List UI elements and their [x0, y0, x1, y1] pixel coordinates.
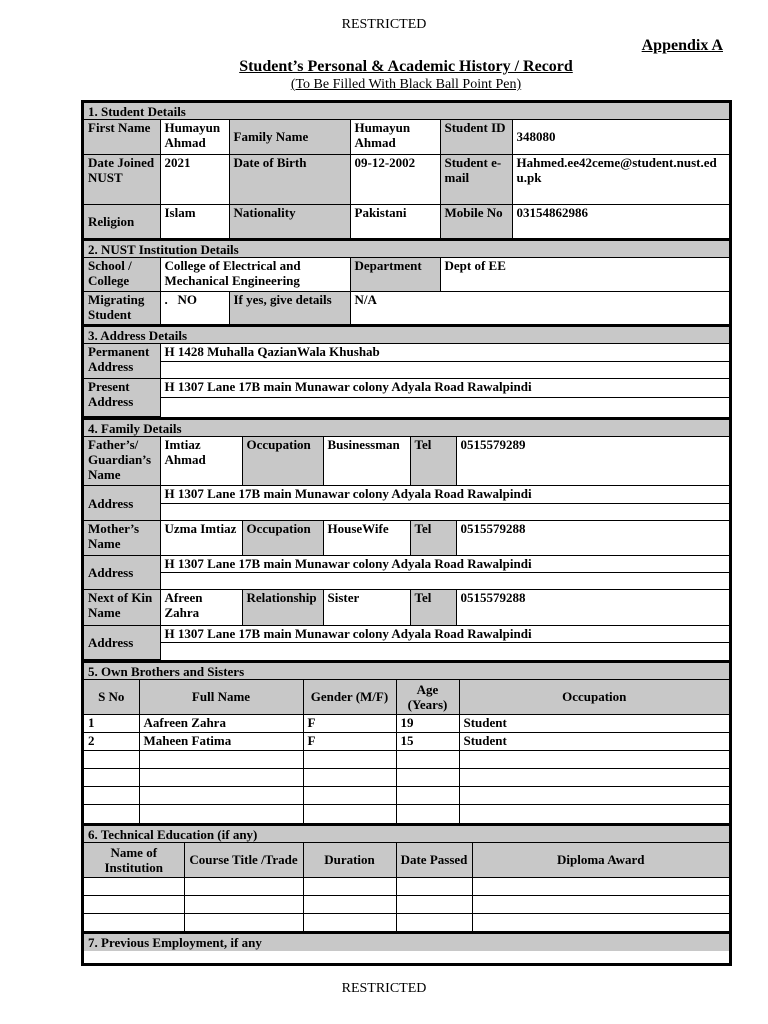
course-cell[interactable]	[184, 877, 303, 895]
sibling-age[interactable]	[396, 786, 459, 804]
mother-tel-value[interactable]: 0515579288	[456, 521, 729, 556]
col-institution-header: Name of Institution	[84, 843, 184, 877]
section-siblings	[84, 663, 729, 826]
mother-tel-label: Tel	[410, 521, 456, 556]
permanent-address-label: Permanent Address	[84, 344, 160, 378]
date-passed-cell[interactable]	[396, 895, 472, 913]
institution-cell[interactable]	[84, 877, 184, 895]
kin-tel-label: Tel	[410, 590, 456, 626]
present-address-label: Present Address	[84, 378, 160, 416]
technical-education-table	[84, 843, 729, 931]
section-institution-details	[84, 241, 729, 327]
table-row	[84, 732, 729, 750]
sibling-gender[interactable]	[303, 768, 396, 786]
kin-address-label: Address	[84, 626, 160, 660]
sibling-gender[interactable]	[303, 804, 396, 823]
document-subtitle: (To Be Filled With Black Ball Point Pen)	[290, 77, 522, 92]
kin-relationship-label: Relationship	[242, 590, 323, 626]
mother-name-label: Mother’s Name	[84, 521, 160, 556]
father-address-value[interactable]: H 1307 Lane 17B main Munawar colony Adyala Road Rawalpindi	[160, 486, 729, 504]
permanent-address-value[interactable]: H 1428 Muhalla QazianWala Khushab	[160, 344, 729, 361]
sibling-occupation[interactable]: Student	[459, 732, 729, 750]
student-id-label: Student ID	[440, 120, 512, 154]
dob-value[interactable]: 09-12-2002	[350, 154, 440, 204]
migrating-label: Migrating Student	[84, 291, 160, 324]
date-joined-label: Date Joined NUST	[84, 154, 160, 204]
appendix-label: Appendix A	[641, 37, 723, 54]
duration-cell[interactable]	[303, 877, 396, 895]
col-diploma-header: Diploma Award	[472, 843, 729, 877]
section-heading: 4. Family Details	[84, 420, 729, 437]
sibling-sno[interactable]	[84, 804, 139, 823]
sibling-name[interactable]	[139, 786, 303, 804]
section-heading: 6. Technical Education (if any)	[84, 826, 729, 843]
classification-header: RESTRICTED	[341, 17, 427, 32]
if-yes-label: If yes, give details	[229, 291, 350, 324]
department-label: Department	[350, 258, 440, 291]
kin-tel-value[interactable]: 0515579288	[456, 590, 729, 626]
family-name-value[interactable]: Humayun Ahmad	[350, 120, 440, 154]
document-title: Student’s Personal & Academic History / Record	[239, 58, 573, 75]
section-student-details	[84, 103, 729, 241]
sibling-occupation[interactable]	[459, 750, 729, 768]
duration-cell[interactable]	[303, 895, 396, 913]
section-heading: 5. Own Brothers and Sisters	[84, 663, 729, 680]
col-date-passed-header: Date Passed	[396, 843, 472, 877]
sibling-sno[interactable]: 1	[84, 714, 139, 732]
father-address-label: Address	[84, 486, 160, 521]
kin-address-line2[interactable]	[160, 643, 729, 660]
mother-address-label: Address	[84, 556, 160, 590]
father-occupation-label: Occupation	[242, 437, 323, 486]
mobile-label: Mobile No	[440, 204, 512, 238]
sibling-name[interactable]: Maheen Fatima	[139, 732, 303, 750]
section-heading: 1. Student Details	[84, 103, 729, 120]
nationality-value[interactable]: Pakistani	[350, 204, 440, 238]
siblings-table	[84, 680, 729, 823]
sibling-age[interactable]: 15	[396, 732, 459, 750]
col-course-header: Course Title /Trade	[184, 843, 303, 877]
father-address-line2[interactable]	[160, 504, 729, 521]
section-heading: 7. Previous Employment, if any	[84, 934, 729, 951]
if-yes-value[interactable]: N/A	[350, 291, 729, 324]
sibling-sno[interactable]	[84, 768, 139, 786]
sibling-occupation[interactable]	[459, 786, 729, 804]
sibling-name[interactable]	[139, 768, 303, 786]
student-details-table	[84, 120, 729, 238]
permanent-address-line2[interactable]	[160, 361, 729, 378]
school-label: School / College	[84, 258, 160, 291]
sibling-sno[interactable]: 2	[84, 732, 139, 750]
diploma-cell[interactable]	[472, 913, 729, 931]
sibling-name[interactable]	[139, 804, 303, 823]
diploma-cell[interactable]	[472, 877, 729, 895]
student-record-form	[81, 100, 732, 966]
religion-label: Religion	[84, 204, 160, 238]
sibling-name[interactable]	[139, 750, 303, 768]
date-passed-cell[interactable]	[396, 913, 472, 931]
sibling-sno[interactable]	[84, 786, 139, 804]
first-name-label: First Name	[84, 120, 160, 154]
first-name-value[interactable]: Humayun Ahmad	[160, 120, 229, 154]
nationality-label: Nationality	[229, 204, 350, 238]
father-occupation-value[interactable]: Businessman	[323, 437, 410, 486]
sibling-occupation[interactable]	[459, 768, 729, 786]
kin-name-label: Next of Kin Name	[84, 590, 160, 626]
course-cell[interactable]	[184, 913, 303, 931]
kin-name-value[interactable]: Afreen Zahra	[160, 590, 242, 626]
mother-address-value[interactable]: H 1307 Lane 17B main Munawar colony Adyala Road Rawalpindi	[160, 556, 729, 573]
religion-value[interactable]: Islam	[160, 204, 229, 238]
mother-occupation-label: Occupation	[242, 521, 323, 556]
sibling-name[interactable]: Aafreen Zahra	[139, 714, 303, 732]
mother-name-value[interactable]: Uzma Imtiaz	[160, 521, 242, 556]
duration-cell[interactable]	[303, 913, 396, 931]
section-heading: 2. NUST Institution Details	[84, 241, 729, 258]
email-label: Student e-mail	[440, 154, 512, 204]
dob-label: Date of Birth	[229, 154, 350, 204]
table-row	[84, 913, 729, 931]
col-age-header: Age (Years)	[396, 680, 459, 714]
table-row	[84, 786, 729, 804]
family-name-label: Family Name	[229, 120, 350, 154]
section-address-details	[84, 327, 729, 420]
section-previous-employment	[84, 934, 729, 951]
sibling-occupation[interactable]	[459, 804, 729, 823]
institution-cell[interactable]	[84, 895, 184, 913]
sibling-gender[interactable]	[303, 786, 396, 804]
date-passed-cell[interactable]	[396, 877, 472, 895]
institution-details-table	[84, 258, 729, 324]
address-details-table	[84, 344, 729, 417]
sibling-age[interactable]: 19	[396, 714, 459, 732]
mother-address-line2[interactable]	[160, 573, 729, 590]
institution-cell[interactable]	[84, 913, 184, 931]
sibling-sno[interactable]	[84, 750, 139, 768]
father-name-value[interactable]: Imtiaz Ahmad	[160, 437, 242, 486]
table-row	[84, 804, 729, 823]
classification-footer: RESTRICTED	[341, 981, 427, 996]
sibling-age[interactable]	[396, 768, 459, 786]
mother-occupation-value[interactable]: HouseWife	[323, 521, 410, 556]
kin-address-value[interactable]: H 1307 Lane 17B main Munawar colony Adyala Road Rawalpindi	[160, 626, 729, 643]
table-row	[84, 877, 729, 895]
migrating-value[interactable]: . NO	[160, 291, 229, 324]
sibling-age[interactable]	[396, 750, 459, 768]
father-tel-label: Tel	[410, 437, 456, 486]
col-sno-header: S No	[84, 680, 139, 714]
school-value[interactable]: College of Electrical and Mechanical Engineering	[160, 258, 350, 291]
table-row	[84, 750, 729, 768]
section-technical-education	[84, 826, 729, 934]
sibling-age[interactable]	[396, 804, 459, 823]
father-name-label: Father’s/ Guardian’s Name	[84, 437, 160, 486]
present-address-line2[interactable]	[160, 397, 729, 416]
sibling-gender[interactable]	[303, 750, 396, 768]
sibling-gender[interactable]: F	[303, 732, 396, 750]
sibling-occupation[interactable]: Student	[459, 714, 729, 732]
section-heading: 3. Address Details	[84, 327, 729, 344]
kin-relationship-value[interactable]: Sister	[323, 590, 410, 626]
mobile-value[interactable]: 03154862986	[512, 204, 729, 238]
section-family-details	[84, 420, 729, 664]
family-details-table	[84, 437, 729, 661]
course-cell[interactable]	[184, 895, 303, 913]
diploma-cell[interactable]	[472, 895, 729, 913]
table-row	[84, 714, 729, 732]
department-value[interactable]: Dept of EE	[440, 258, 729, 291]
present-address-value[interactable]: H 1307 Lane 17B main Munawar colony Adyala Road Rawalpindi	[160, 378, 729, 397]
student-id-value[interactable]: 348080	[512, 120, 729, 154]
date-joined-value[interactable]: 2021	[160, 154, 229, 204]
col-duration-header: Duration	[303, 843, 396, 877]
table-row	[84, 768, 729, 786]
table-row	[84, 895, 729, 913]
sibling-gender[interactable]: F	[303, 714, 396, 732]
email-value[interactable]: Hahmed.ee42ceme@student.nust.edu.pk	[512, 154, 729, 204]
col-occupation-header: Occupation	[459, 680, 729, 714]
col-full-name-header: Full Name	[139, 680, 303, 714]
col-gender-header: Gender (M/F)	[303, 680, 396, 714]
father-tel-value[interactable]: 0515579289	[456, 437, 729, 486]
